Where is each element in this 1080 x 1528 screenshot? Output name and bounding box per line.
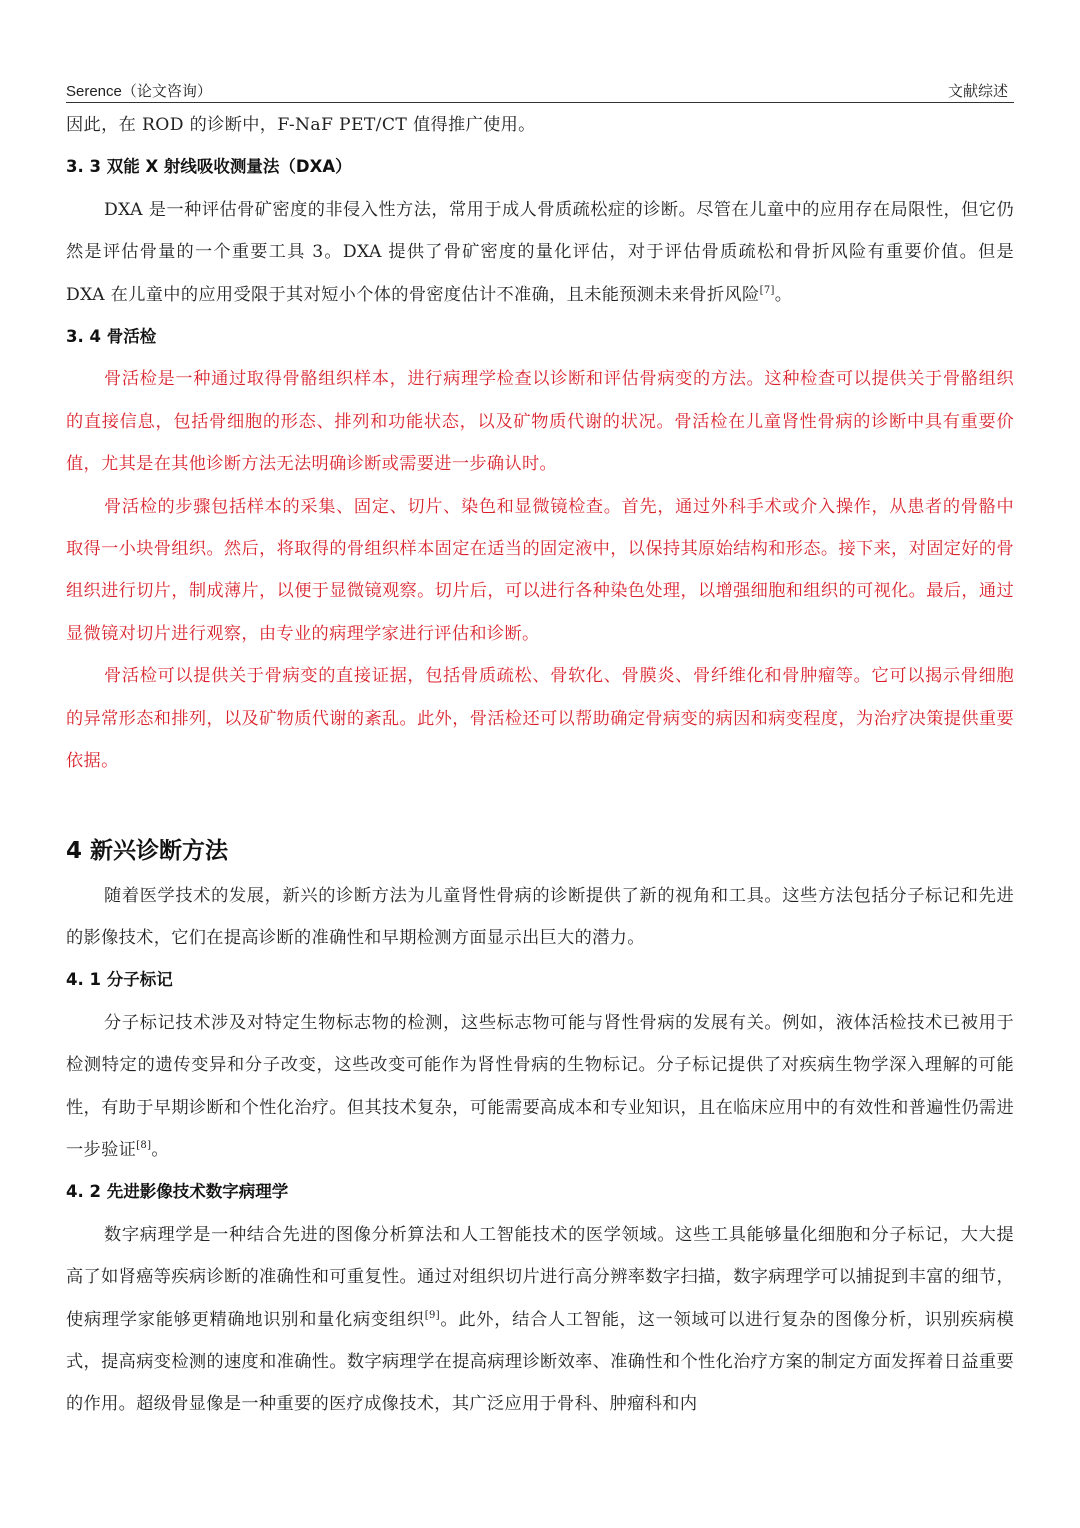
document-body	[66, 104, 1014, 1426]
section-4-paragraph: 随着医学技术的发展，新兴的诊断方法为儿童肾性骨病的诊断提供了新的视角和工具。这些方法包括分子标记和先进的影像技术，它们在提高诊断的准确性和早期检测方面显示出巨大的潜力。	[66, 885, 1014, 948]
section-4-2-heading: 4. 2 先进影像技术数字病理学	[66, 1182, 289, 1202]
intro-line: 因此，在 ROD 的诊断中，F-NaF PET/CT 值得推广使用。	[66, 115, 536, 135]
section-4-1-heading: 4. 1 分子标记	[66, 970, 173, 990]
paragraph-text: 数字病理学是一种结合先进的图像分析算法和人工智能技术的医学领域。这些工具能够量化细胞和分子标记，大大提高了如肾癌等疾病诊断的准确性和可重复性。通过对组织切片进行高分辨率数字扫描，数字病理学可以捕捉到丰富的细节，使病理学家能够更精确地识别和量化病变组织	[66, 1224, 1014, 1330]
header-doc-type: 文献综述	[947, 83, 1008, 100]
paragraph-end: 。	[774, 284, 793, 305]
section-4-2-paragraph	[66, 1214, 1014, 1426]
paragraph-text-cont: 。此外，结合人工智能，这一领域可以进行复杂的图像分析，识别疾病模式，提高病变检测的速度和准确性。数字病理学在提高病理诊断效率、准确性和个性化治疗方案的制定方面发挥着日益重要的作用。超级骨显像是一种重要的医疗成像技术，其广泛应用于骨科、肿瘤科和内	[66, 1309, 1014, 1415]
section-3-4-heading: 3. 4 骨活检	[66, 327, 157, 347]
section-3-3-paragraph	[66, 189, 1014, 316]
header-source: Serence（论文咨询）	[66, 83, 212, 100]
section-3-4-paragraph-1: 骨活检是一种通过取得骨骼组织样本，进行病理学检查以诊断和评估骨病变的方法。这种检查可以提供关于骨骼组织的直接信息，包括骨细胞的形态、排列和功能状态，以及矿物质代谢的状况。骨活检在儿童肾性骨病的诊断中具有重要价值，尤其是在其他诊断方法无法明确诊断或需要进一步确认时。	[66, 369, 1014, 475]
section-3-4-paragraph-2: 骨活检的步骤包括样本的采集、固定、切片、染色和显微镜检查。首先，通过外科手术或介入操作，从患者的骨骼中取得一小块骨组织。然后，将取得的骨组织样本固定在适当的固定液中，以保持其原始结构和形态。接下来，对固定好的骨组织进行切片，制成薄片，以便于显微镜观察。切片后，可以进行各种染色处理，以增强细胞和组织的可视化。最后，通过显微镜对切片进行观察，由专业的病理学家进行评估和诊断。	[66, 496, 1014, 644]
section-3-4-paragraph-3: 骨活检可以提供关于骨病变的直接证据，包括骨质疏松、骨软化、骨膜炎、骨纤维化和骨肿瘤等。它可以揭示骨细胞的异常形态和排列，以及矿物质代谢的紊乱。此外，骨活检还可以帮助确定骨病变的病因和病变程度，为治疗决策提供重要依据。	[66, 666, 1014, 772]
section-3-3-heading: 3. 3 双能 X 射线吸收测量法（DXA）	[66, 157, 352, 177]
citation-ref: [9]	[424, 1309, 440, 1321]
paragraph-text: DXA 是一种评估骨矿密度的非侵入性方法，常用于成人骨质疏松症的诊断。尽管在儿童中的应用存在局限性，但它仍然是评估骨量的一个重要工具 3。DXA 提供了骨矿密度的量化评估，对于评估骨质疏松和骨折风险有重要价值。但是 DXA 在儿童中的应用受限于其对短小个体的骨密度估计不准确，且未能预测未来骨折风险	[66, 199, 1014, 305]
citation-ref: [7]	[759, 284, 775, 296]
section-4-1-paragraph	[66, 1002, 1014, 1172]
section-4-heading: 4 新兴诊断方法	[66, 837, 229, 864]
paragraph-end: 。	[151, 1139, 169, 1160]
page-header	[66, 78, 1014, 103]
citation-ref: [8]	[136, 1139, 152, 1151]
paragraph-text: 分子标记技术涉及对特定生物标志物的检测，这些标志物可能与肾性骨病的发展有关。例如，液体活检技术已被用于检测特定的遗传变异和分子改变，这些改变可能作为肾性骨病的生物标记。分子标记提供了对疾病生物学深入理解的可能性，有助于早期诊断和个性化治疗。但其技术复杂，可能需要高成本和专业知识，且在临床应用中的有效性和普遍性仍需进一步验证	[66, 1012, 1014, 1160]
